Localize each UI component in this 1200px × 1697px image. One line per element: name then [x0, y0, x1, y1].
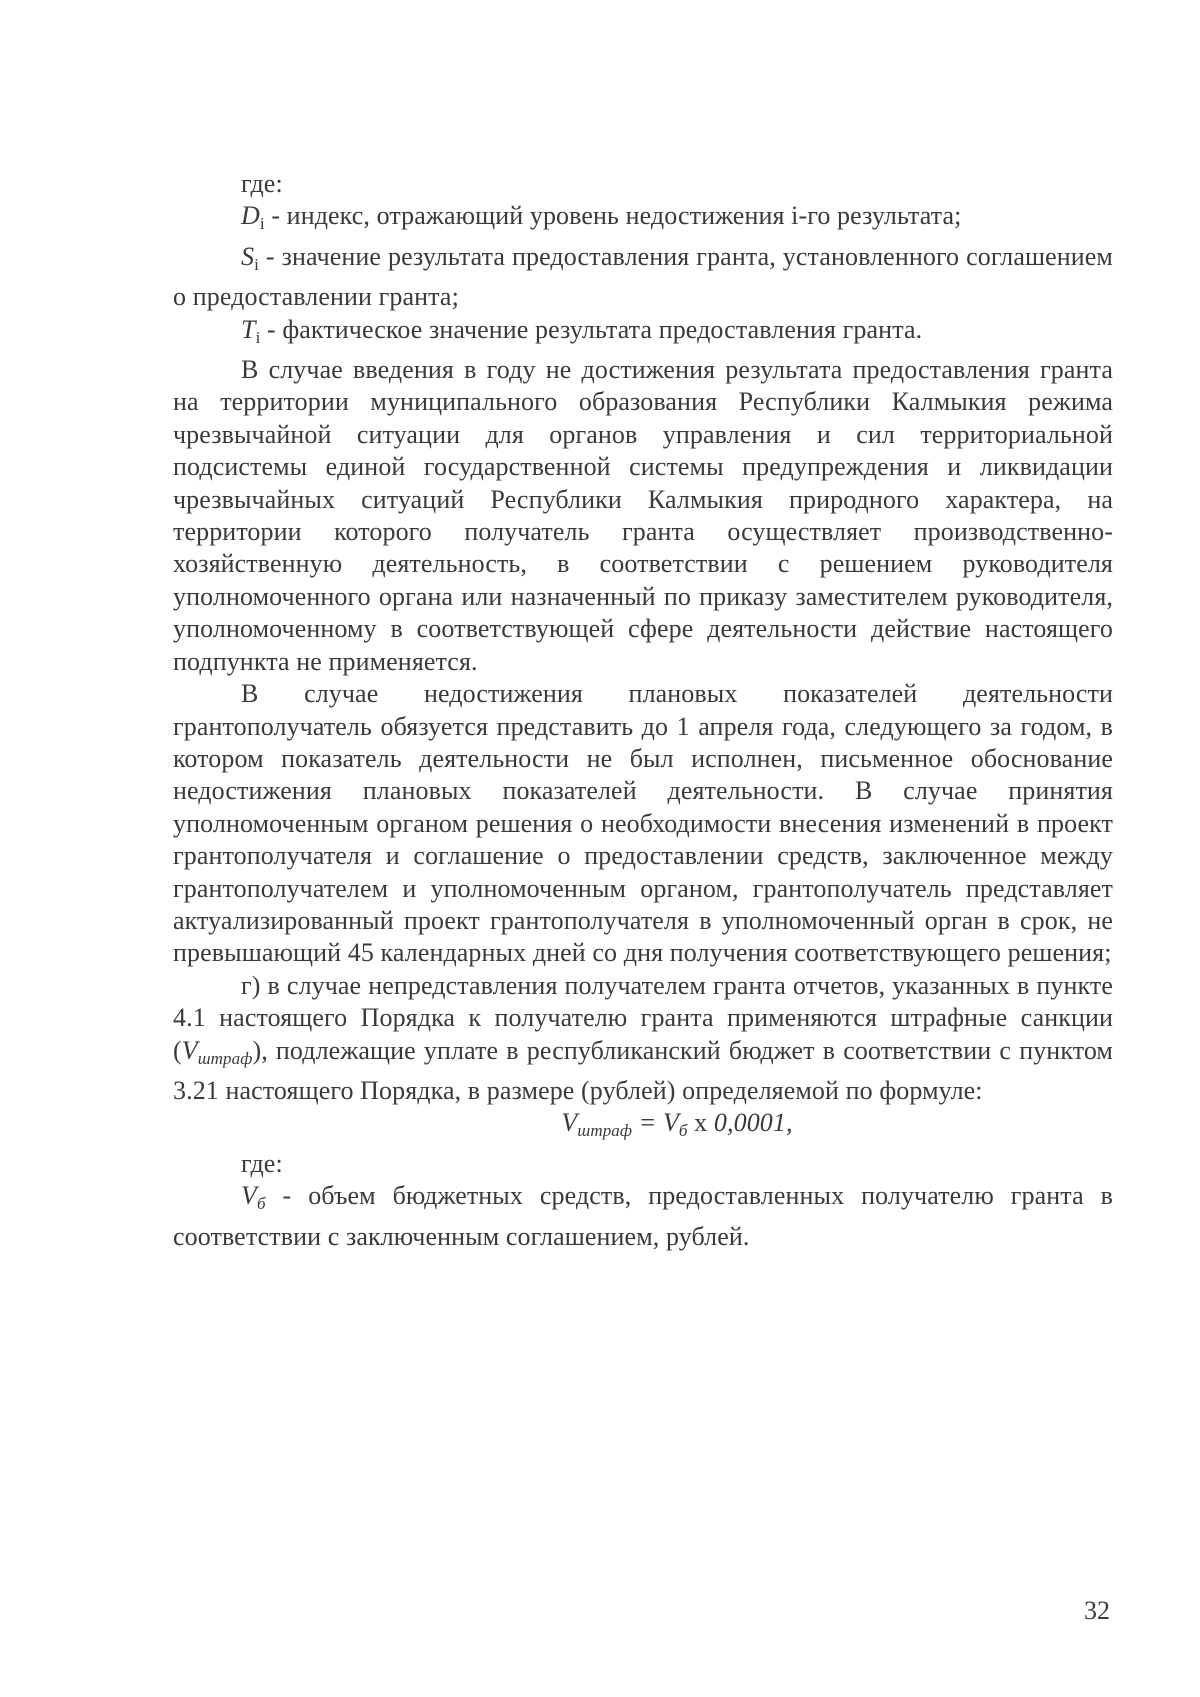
penalty-var-subscript: штраф	[197, 1048, 253, 1068]
penalty-formula	[173, 1107, 1113, 1147]
formula-coefficient: 0,0001,	[713, 1108, 793, 1138]
formula-rhs: V	[662, 1108, 679, 1138]
definition-s-text: - значение результата предоставления гранта, установленного соглашением о предоставлении гранта;	[173, 241, 1113, 312]
formula-equals: =	[632, 1108, 663, 1138]
where-label-2: где:	[241, 1148, 283, 1178]
definition-vb	[173, 1180, 1113, 1253]
paragraph-emergency: В случае введения в году не достижения результата предоставления гранта на территории муниципального образования Республики Калмыкия режима чрезвычайной ситуации для органов управления и сил территориальной подсистемы единой государственной системы предупреждения и ликвидации чрезвычайных ситуаций Республики Калмыкия природного характера, на территории которого получатель гранта осуществляет производственно-хозяйственную деятельность, в соответствии с решением руководителя уполномоченного органа или назначенный по приказу заместителем руководителя, уполномоченному в соответствующей сфере деятельности действие настоящего подпункта не применяется.	[173, 355, 1113, 676]
paragraph-g-text-before: г) в случае непредставления получателем гранта отчетов, указанных в пункте 4.1 настоящего Порядка к получателю гранта применяются штрафные санкции (	[173, 970, 1113, 1065]
var-vb: V	[241, 1181, 257, 1211]
formula-rhs-subscript: б	[678, 1121, 688, 1141]
definition-s	[173, 241, 1113, 314]
definition-vb-text: - объем бюджетных средств, предоставленных получателю гранта в соответствии с заключенным соглашением, рублей.	[173, 1181, 1113, 1251]
var-d-subscript: i	[259, 214, 265, 234]
var-t-subscript: i	[255, 327, 261, 347]
var-vb-subscript: б	[256, 1194, 266, 1214]
formula-lhs: V	[561, 1108, 578, 1138]
paragraph-g-penalties	[173, 970, 1113, 1108]
var-t: T	[241, 314, 256, 344]
formula-times: x	[687, 1108, 714, 1138]
page-number: 32	[1084, 1596, 1110, 1625]
paragraph-plan-indicators: В случае недостижения плановых показателей деятельности грантополучатель обязуется представить до 1 апреля года, следующего за годом, в котором показатель деятельности не был исполнен, письменное обоснование недостижения плановых показателей деятельности. В случае принятия уполномоченным органом решения о необходимости внесения изменений в проект грантополучателя и соглашение о предоставлении средств, заключенное между грантополучателем и уполномоченным органом, грантополучатель представляет актуализированный проект грантополучателя в уполномоченный орган в срок, не превышающий 45 календарных дней со дня получения соответствующего решения;	[173, 679, 1113, 968]
var-s: S	[241, 241, 255, 271]
var-d: D	[241, 201, 260, 231]
body-text	[173, 168, 1113, 1253]
definition-d	[173, 200, 1113, 240]
var-s-subscript: i	[254, 254, 259, 274]
definition-d-text: - индекс, отражающий уровень недостижения i-го результата;	[264, 201, 962, 231]
where-label-1: где:	[241, 169, 283, 198]
formula-lhs-subscript: штраф	[577, 1121, 633, 1141]
penalty-var: V	[181, 1035, 198, 1065]
paragraph-g-text-after: ), подлежащие уплате в республиканский бюджет в соответствии с пунктом 3.21 настоящего Порядка, в размере (рублей) определяемой по формуле:	[173, 1035, 1113, 1105]
definition-t	[173, 314, 1113, 354]
definition-t-text: - фактическое значение результата предоставления гранта.	[260, 314, 923, 344]
